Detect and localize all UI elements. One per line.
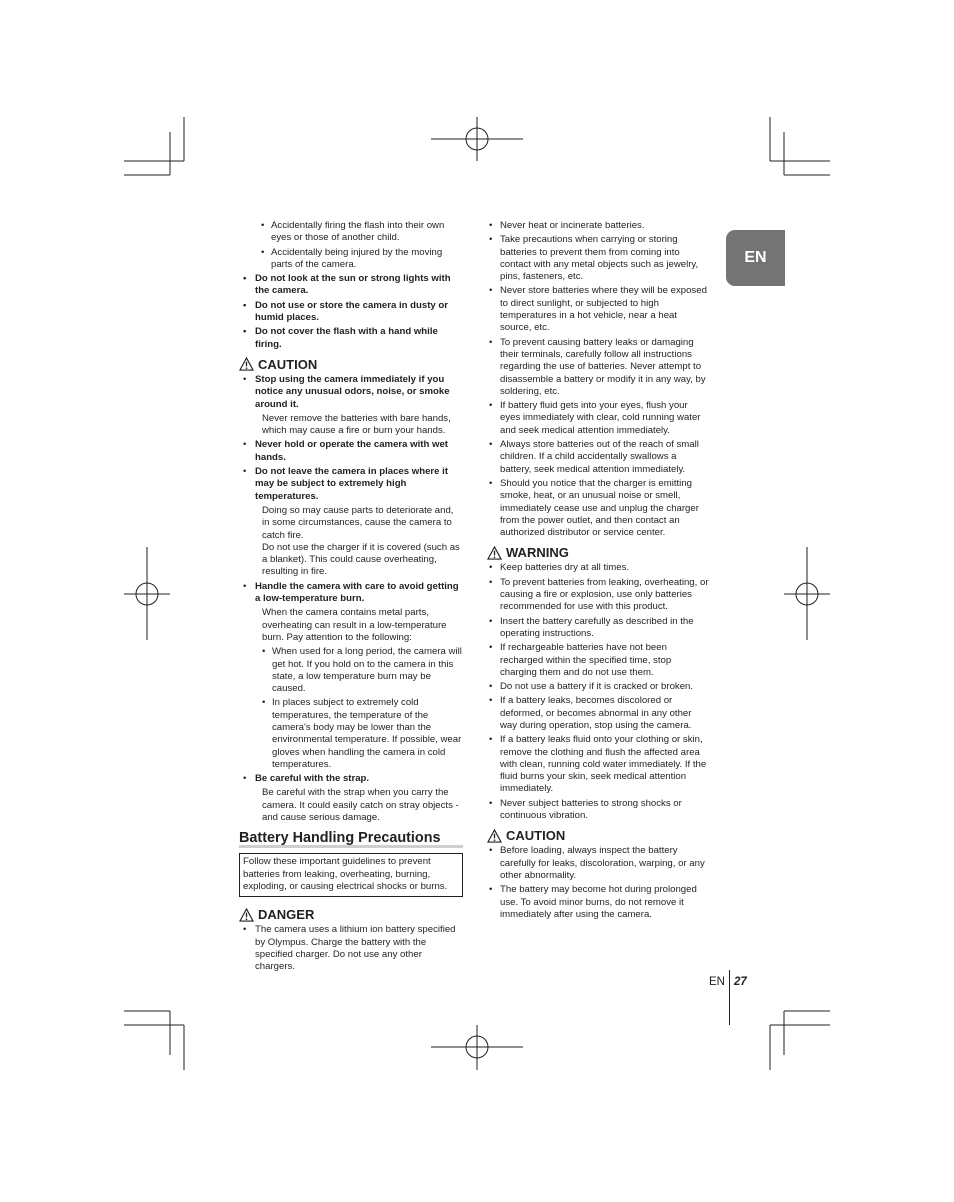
danger-list-continued [487,220,709,539]
warning-triangle-icon [239,357,254,371]
list-item: • Never heat or incinerate batteries. [487,220,709,232]
danger-heading-text: DANGER [258,907,315,923]
warning-list [487,562,709,822]
item-title: Stop using the camera immediately if you notice any unusual odors, noise, or smoke around it. [255,373,450,410]
list-item: • Accidentally firing the flash into their own eyes or those of another child. [261,220,463,245]
footer-language: EN [709,976,725,988]
list-item: • If a battery leaks, becomes discolored or deformed, or becomes abnormal in any other way during operation, stop using the camera. [487,695,709,732]
list-item: • Do not use a battery if it is cracked or broken. [487,681,709,693]
caution-heading-text: CAUTION [506,828,566,844]
list-item: • Should you notice that the charger is emitting smoke, heat, or an unusual noise or smell, immediately cease use and unplug the charger from the power outlet, and then contact an authorized distributor or service center. [487,478,709,539]
battery-section-heading-text: Battery Handling Precautions [239,830,441,847]
battery-section-heading [239,830,463,847]
item-note [255,505,463,579]
danger-heading [239,907,463,922]
list-item: • Insert the battery carefully as described in the operating instructions. [487,616,709,641]
list-item: • To prevent batteries from leaking, overheating, or causing a fire or explosion, use only batteries recommended for use with this product. [487,577,709,614]
list-item: • If a battery leaks fluid onto your clothing or skin, remove the clothing and flush the affected area with clean, running cold water immediately. If the fluid burns your skin, seek medical attention immediately. [487,734,709,795]
right-column [487,220,709,923]
intro-subbullet-list [261,220,463,271]
list-item: • Accidentally being injured by the moving parts of the camera. [261,247,463,272]
list-item: • To prevent causing battery leaks or damaging their terminals, carefully follow all instructions regarding the use of batteries. Never attempt to disassemble a battery or modify it in any way, by soldering, etc. [487,337,709,398]
caution-heading-text: CAUTION [258,356,318,372]
list-item: • Before loading, always inspect the battery carefully for leaks, discoloration, warping, or any other abnormality. [487,845,709,882]
list-item: • When used for a long period, the camera will get hot. If you hold on to the camera in this state, a low temperature burn may be caused. [262,646,463,695]
item-note: Be careful with the strap when you carry the camera. It could easily catch on stray objects - and cause serious damage. [262,787,459,824]
item-title: Never hold or operate the camera with wet hands. [255,439,448,463]
left-column [239,220,463,975]
item-note: Never remove the batteries with bare hands, which may cause a fire or burn your hands. [262,412,451,437]
page-number: 27 [734,976,747,988]
sub-bullet-list [262,646,463,771]
item-title: Handle the camera with care to avoid getting a low-temperature burn. [255,580,459,605]
item-note [255,607,463,771]
list-item: • The battery may become hot during prolonged use. To avoid minor burns, do not remove it immediately after using the camera. [487,884,709,921]
warning-heading [487,545,709,560]
list-item: • Never store batteries where they will be exposed to direct sunlight, or subjected to high temperatures in a hot vehicle, near a heat source, etc. [487,285,709,334]
list-item: • If rechargeable batteries have not been recharged within the specified time, stop charging them and do not use them. [487,642,709,679]
caution-list [239,374,463,824]
list-item: • Do not look at the sun or strong lights with the camera. [239,273,463,298]
battery-guidelines-box: Follow these important guidelines to prevent batteries from leaking, overheating, burning, exploding, or causing electrical shocks or burns. [239,853,463,897]
list-item: • Do not use or store the camera in dusty or humid places. [239,300,463,325]
caution-heading [239,357,463,372]
footer-divider [729,970,730,1025]
list-item [239,439,463,464]
list-item: • The camera uses a lithium ion battery specified by Olympus. Charge the battery with the specified charger. Do not use any other chargers. [239,924,463,973]
list-item: • Keep batteries dry at all times. [487,562,709,574]
warning-triangle-icon [239,908,254,922]
caution-heading [487,828,709,843]
list-item: • If battery fluid gets into your eyes, flush your eyes immediately with clear, cold running water and seek medical attention immediately. [487,400,709,437]
note-line: Doing so may cause parts to deteriorate and, in some circumstances, cause the camera to catch fire. [262,504,454,541]
list-item: • In places subject to extremely cold temperatures, the temperature of the camera's body may be lower than the environmental temperature. If possible, wear gloves when handling the camera in cold temperatures. [262,697,463,771]
list-item: • Always store batteries out of the reach of small children. If a child accidentally swallows a battery, seek medical attention immediately. [487,439,709,476]
list-item [239,581,463,771]
warning-triangle-icon [487,829,502,843]
item-title: Be careful with the strap. [255,773,370,785]
item-title: Do not leave the camera in places where it may be subject to extremely high temperatures. [255,466,449,502]
list-item [239,773,463,824]
list-item [239,466,463,579]
note-line: When the camera contains metal parts, overheating can result in a low-temperature burn. Pay attention to the following: [262,607,447,643]
note-line: Do not use the charger if it is covered (such as a blanket). This could cause overheating, resulting in fire. [262,541,460,578]
language-tab: EN [726,230,785,286]
caution-list [487,845,709,921]
list-item: • Take precautions when carrying or storing batteries to prevent them from coming into contact with any metal objects such as jewelry, pins, fasteners, etc. [487,234,709,283]
list-item: • Never subject batteries to strong shocks or continuous vibration. [487,798,709,823]
top-bullet-list [239,273,463,351]
danger-list [239,924,463,973]
warning-triangle-icon [487,546,502,560]
list-item: • Do not cover the flash with a hand while firing. [239,326,463,351]
list-item [239,374,463,437]
warning-heading-text: WARNING [506,545,569,561]
